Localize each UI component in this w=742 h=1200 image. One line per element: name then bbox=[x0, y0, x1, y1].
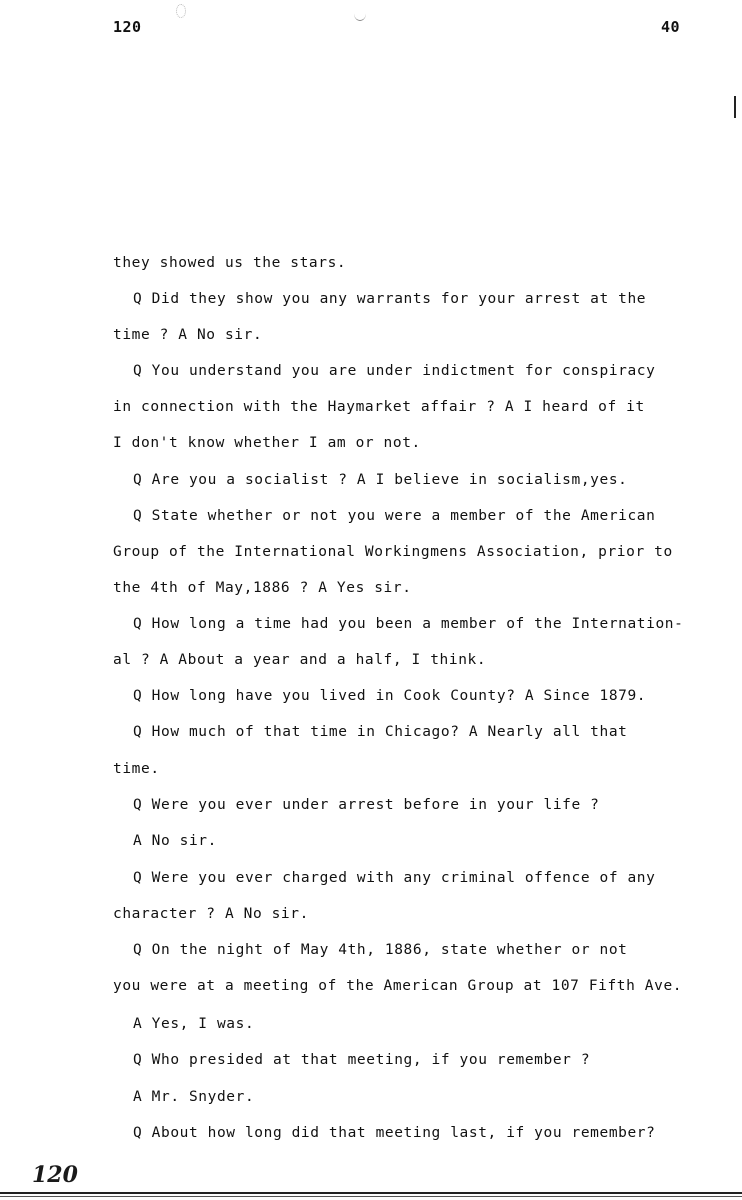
transcript-line: A Mr. Snyder. bbox=[133, 1089, 255, 1105]
transcript-line: time. bbox=[113, 761, 160, 777]
transcript-line: Q Did they show you any warrants for your arrest at the bbox=[133, 291, 647, 307]
page-number-right: 40 bbox=[661, 18, 681, 36]
transcript-line: Q Were you ever under arrest before in your life ? bbox=[133, 797, 600, 813]
transcript-line: al ? A About a year and a half, I think. bbox=[113, 652, 487, 668]
transcript-line: the 4th of May,1886 ? A Yes sir. bbox=[113, 580, 412, 596]
page-number-left: 120 bbox=[113, 18, 142, 36]
handwritten-page-number: 120 bbox=[32, 1162, 78, 1188]
bottom-rule-secondary bbox=[0, 1196, 742, 1197]
transcript-line: Q How much of that time in Chicago? A Nearly all that bbox=[133, 724, 628, 740]
transcript-line: Q Were you ever charged with any criminal offence of any bbox=[133, 870, 656, 886]
transcript-line: they showed us the stars. bbox=[113, 255, 347, 271]
transcript-line: A Yes, I was. bbox=[133, 1016, 255, 1032]
transcript-line: Q You understand you are under indictment for conspiracy bbox=[133, 363, 656, 379]
transcript-line: Q Who presided at that meeting, if you remember ? bbox=[133, 1052, 591, 1068]
transcript-line: in connection with the Haymarket affair ? A I heard of it bbox=[113, 399, 645, 415]
transcript-line: Q On the night of May 4th, 1886, state whether or not bbox=[133, 942, 628, 958]
transcript-line: time ? A No sir. bbox=[113, 327, 263, 343]
transcript-line: A No sir. bbox=[133, 833, 217, 849]
transcript-line: Q Are you a socialist ? A I believe in socialism,yes. bbox=[133, 472, 628, 488]
transcript-line: Q How long have you lived in Cook County? A Since 1879. bbox=[133, 688, 647, 704]
transcript-line: you were at a meeting of the American Group at 107 Fifth Ave. bbox=[113, 978, 683, 994]
transcript-line: character ? A No sir. bbox=[113, 906, 309, 922]
transcript-line: Q How long a time had you been a member of the Internation- bbox=[133, 616, 684, 632]
transcript-line: Q About how long did that meeting last, if you remember? bbox=[133, 1125, 656, 1141]
transcript-line: I don't know whether I am or not. bbox=[113, 435, 421, 451]
transcript-line: Group of the International Workingmens Association, prior to bbox=[113, 544, 673, 560]
bottom-rule bbox=[0, 1192, 742, 1194]
transcript-line: Q State whether or not you were a member of the American bbox=[133, 508, 656, 524]
